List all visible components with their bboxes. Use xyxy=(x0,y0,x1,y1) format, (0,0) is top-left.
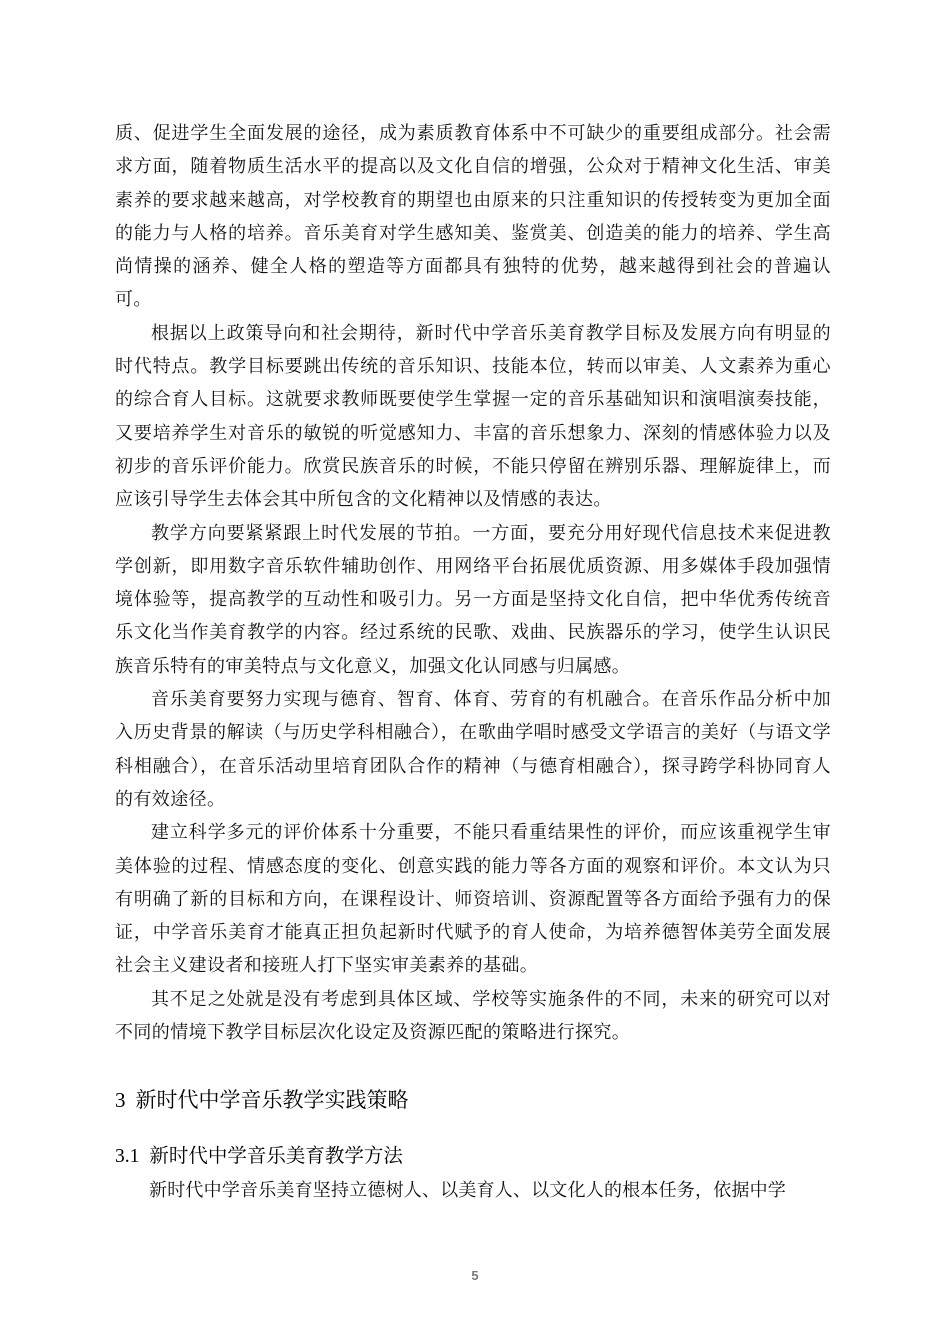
paragraph-method-intro: 新时代中学音乐美育坚持立德树人、以美育人、以文化人的根本任务，依据中学 xyxy=(149,1180,786,1202)
subsection-number: 3.1 xyxy=(115,1146,140,1168)
section-title: 新时代中学音乐教学实践策略 xyxy=(135,1088,409,1113)
paragraph-continued: 质、促进学生全面发展的途径，成为素质教育体系中不可缺少的重要组成部分。社会需求方面，随着物质生活水平的提高以及文化自信的增强，公众对于精神文化生活、审美素养的要求越来越高，对学校教育的期望也由原来的只注重知识的传授转变为更加全面的能力与人格的培养。音乐美育对学生感知美、鉴赏美、创造美的能力的培养、学生高尚情操的涵养、健全人格的塑造等方面都具有独特的优势，越来越得到社会的普遍认可。 xyxy=(115,123,831,311)
section-number: 3 xyxy=(115,1088,126,1113)
paragraph-integration: 音乐美育要努力实现与德育、智育、体育、劳育的有机融合。在音乐作品分析中加入历史背景的解读（与历史学科相融合），在歌曲学唱时感受文学语言的美好（与语文学科相融合），在音乐活动里培育团队合作的精神（与德育相融合），探寻跨学科协同育人的有效途径。 xyxy=(115,689,831,810)
page-body xyxy=(115,117,831,1208)
paragraph-direction: 教学方向要紧紧跟上时代发展的节拍。一方面，要充分用好现代信息技术来促进教学创新，即用数字音乐软件辅助创作、用网络平台拓展优质资源、用多媒体手段加强情境体验等，提高教学的互动性和吸引力。另一方面是坚持文化自信，把中华优秀传统音乐文化当作美育教学的内容。经过系统的民歌、戏曲、民族器乐的学习，使学生认识民族音乐特有的审美特点与文化意义，加强文化认同感与归属感。 xyxy=(115,522,831,677)
page-number: 5 xyxy=(471,1268,479,1283)
paragraph-limitations: 其不足之处就是没有考虑到具体区域、学校等实施条件的不同，未来的研究可以对不同的情境下教学目标层次化设定及资源匹配的策略进行探究。 xyxy=(115,988,831,1044)
section-heading xyxy=(115,1085,831,1115)
subsection-title: 新时代中学音乐美育教学方法 xyxy=(149,1144,403,1168)
paragraph-evaluation: 建立科学多元的评价体系十分重要，不能只看重结果性的评价，而应该重视学生审美体验的过程、情感态度的变化、创意实践的能力等各方面的观察和评价。本文认为只有明确了新的目标和方向，在课程设计、师资培训、资源配置等各方面给予强有力的保证，中学音乐美育才能真正担负起新时代赋予的育人使命，为培养德智体美劳全面发展社会主义建设者和接班人打下坚实审美素养的基础。 xyxy=(115,822,831,977)
subsection-heading xyxy=(115,1141,831,1172)
paragraph-goals: 根据以上政策导向和社会期待，新时代中学音乐美育教学目标及发展方向有明显的时代特点。教学目标要跳出传统的音乐知识、技能本位，转而以审美、人文素养为重心的综合育人目标。这就要求教师既要使学生掌握一定的音乐基础知识和演唱演奏技能，又要培养学生对音乐的敏锐的听觉感知力、丰富的音乐想象力、深刻的情感体验力以及初步的音乐评价能力。欣赏民族音乐的时候，不能只停留在辨别乐器、理解旋律上，而应该引导学生去体会其中所包含的文化精神以及情感的表达。 xyxy=(115,322,831,511)
